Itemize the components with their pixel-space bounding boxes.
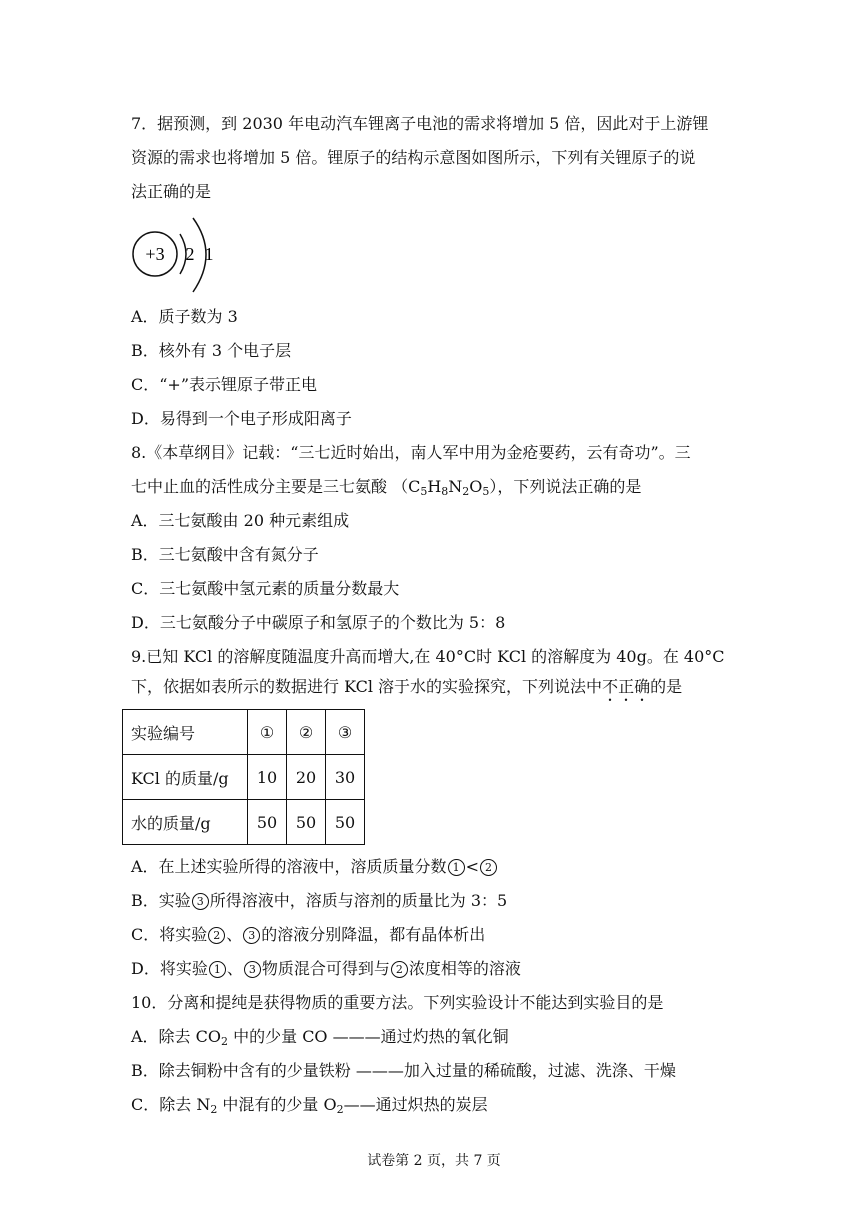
table-cell: 30 (326, 755, 365, 800)
q8-option-a: A．三七氨酸由 20 种元素组成 (131, 511, 350, 530)
emphasis-text: 不正确 (602, 677, 651, 696)
table-header-cell: ② (287, 710, 326, 755)
outer-shell-electrons: 1 (204, 244, 214, 264)
q10-option-b: B．除去铜粉中含有的少量铁粉 ———加入过量的稀硫酸，过滤、洗涤、干燥 (131, 1061, 676, 1080)
q9-stem-line-1: 9.已知 KCl 的溶解度随温度升高而增大,在 40°C时 KCl 的溶解度为 40g。在 40°C (131, 647, 725, 666)
q8-stem-line-2: 七中止血的活性成分主要是三七氨酸 $(C_5H_8N_2O_5)$，下列说法正确的是 (131, 477, 642, 498)
table-header-cell: ③ (326, 710, 365, 755)
q7-option-c: C．“+”表示锂原子带正电 (131, 375, 318, 394)
q8-option-b: B．三七氨酸中含有氮分子 (131, 545, 319, 564)
q7-option-a: A．质子数为 3 (131, 307, 238, 326)
table-row (123, 710, 365, 755)
table-header-cell: 实验编号 (123, 710, 248, 755)
q10-option-a: A．除去 $CO_2$ 中的少量 CO ———通过灼热的氧化铜 (131, 1027, 509, 1048)
q9-option-c: C．将实验 2 、 3 的溶液分别降温，都有晶体析出 (131, 925, 486, 944)
lithium-atom-diagram (125, 210, 235, 300)
q9-stem-line-2: 下，依据如表所示的数据进行 KCl 溶于水的实验探究，下列说法中不正确的是 (131, 677, 683, 696)
table-header-cell: ① (248, 710, 287, 755)
table-cell: 50 (287, 800, 326, 845)
q8-stem-line-1: 8.《本草纲目》记载：“三七近时始出，南人军中用为金疮要药，云有奇功”。三 (131, 443, 691, 462)
q8-option-d: D．三七氨酸分子中碳原子和氢原子的个数比为 5：8 (131, 613, 506, 632)
experiment-table (122, 709, 365, 845)
table-cell: 50 (248, 800, 287, 845)
q10-option-c: C．除去 $N_2$ 中混有的少量 $O_2——$通过炽热的炭层 (131, 1095, 488, 1116)
table-cell: KCl 的质量/g (123, 755, 248, 800)
nucleus-charge: +3 (145, 244, 165, 264)
q9-option-d: D．将实验 1 、 3 物质混合可得到与 2 浓度相等的溶液 (131, 959, 521, 978)
q7-stem-line-1: 7．据预测，到 2030 年电动汽车锂离子电池的需求将增加 5 倍，因此对于上游锂 (131, 114, 709, 133)
table-cell: 10 (248, 755, 287, 800)
q8-option-c: C．三七氨酸中氢元素的质量分数最大 (131, 579, 400, 598)
table-row (123, 755, 365, 800)
q9-option-b: B．实验 3 所得溶液中，溶质与溶剂的质量比为 3：5 (131, 891, 508, 910)
inner-shell-electrons: 2 (185, 244, 195, 264)
q7-option-b: B．核外有 3 个电子层 (131, 341, 292, 360)
table-cell: 20 (287, 755, 326, 800)
page-footer: 试卷第 2 页，共 7 页 (367, 1153, 501, 1169)
table-row (123, 800, 365, 845)
q7-stem-line-2: 资源的需求也将增加 5 倍。锂原子的结构示意图如图所示，下列有关锂原子的说 (131, 148, 696, 167)
table-cell: 50 (326, 800, 365, 845)
q7-option-d: D．易得到一个电子形成阳离子 (131, 409, 352, 428)
q9-option-a: A．在上述实验所得的溶液中，溶质质量分数 1 < 2 (131, 856, 498, 878)
q7-stem-line-3: 法正确的是 (131, 182, 212, 201)
table-cell: 水的质量/g (123, 800, 248, 845)
q10-stem: 10．分离和提纯是获得物质的重要方法。下列实验设计不能达到实验目的是 (131, 993, 664, 1012)
